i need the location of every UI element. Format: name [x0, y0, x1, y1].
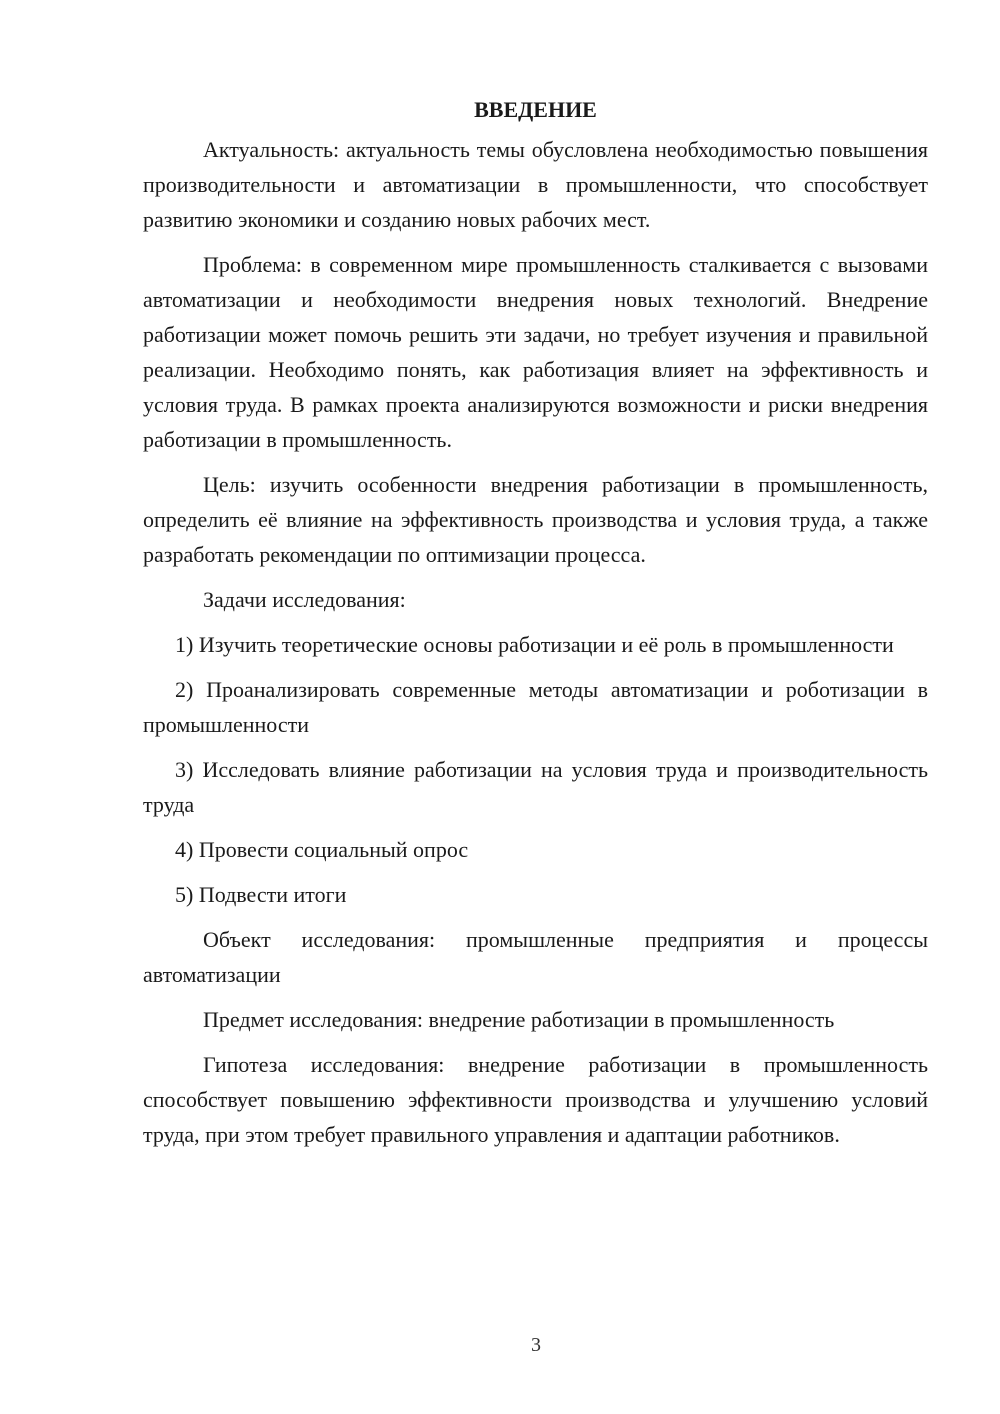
task-item-1: 1) Изучить теоретические основы работизации и её роль в промышленности	[175, 632, 894, 657]
task-item-3: 3) Исследовать влияние работизации на условия труда и производительность труда	[143, 757, 928, 817]
paragraph-relevance: Актуальность: актуальность темы обусловлена необходимостью повышения производительности и автоматизации в промышленности, что способствует развитию экономики и созданию новых рабочих мест.	[143, 137, 928, 232]
paragraph-object: Объект исследования: промышленные предприятия и процессы автоматизации	[143, 927, 928, 987]
paragraph-hypothesis: Гипотеза исследования: внедрение работизации в промышленность способствует повышению эффективности производства и улучшению условий труда, при этом требует правильного управления и адаптации работников.	[143, 1052, 928, 1147]
paragraph-problem: Проблема: в современном мире промышленность сталкивается с вызовами автоматизации и необходимости внедрения новых технологий. Внедрение работизации может помочь решить эти задачи, но требует изучения и правильной реализации. Необходимо понять, как работизация влияет на эффективность и условия труда. В рамках проекта анализируются возможности и риски внедрения работизации в промышленность.	[143, 252, 928, 452]
task-item-5: 5) Подвести итоги	[175, 882, 347, 907]
paragraph-tasks-intro: Задачи исследования:	[203, 587, 406, 612]
paragraph-subject: Предмет исследования: внедрение работизации в промышленность	[203, 1007, 835, 1032]
page-number: 3	[531, 1334, 541, 1356]
section-heading: ВВЕДЕНИЕ	[474, 97, 597, 122]
task-item-2: 2) Проанализировать современные методы автоматизации и роботизации в промышленности	[143, 677, 928, 737]
document-body	[143, 92, 928, 1162]
paragraph-goal: Цель: изучить особенности внедрения работизации в промышленность, определить её влияние на эффективность производства и условия труда, а также разработать рекомендации по оптимизации процесса.	[143, 472, 928, 567]
task-item-4: 4) Провести социальный опрос	[175, 837, 469, 862]
